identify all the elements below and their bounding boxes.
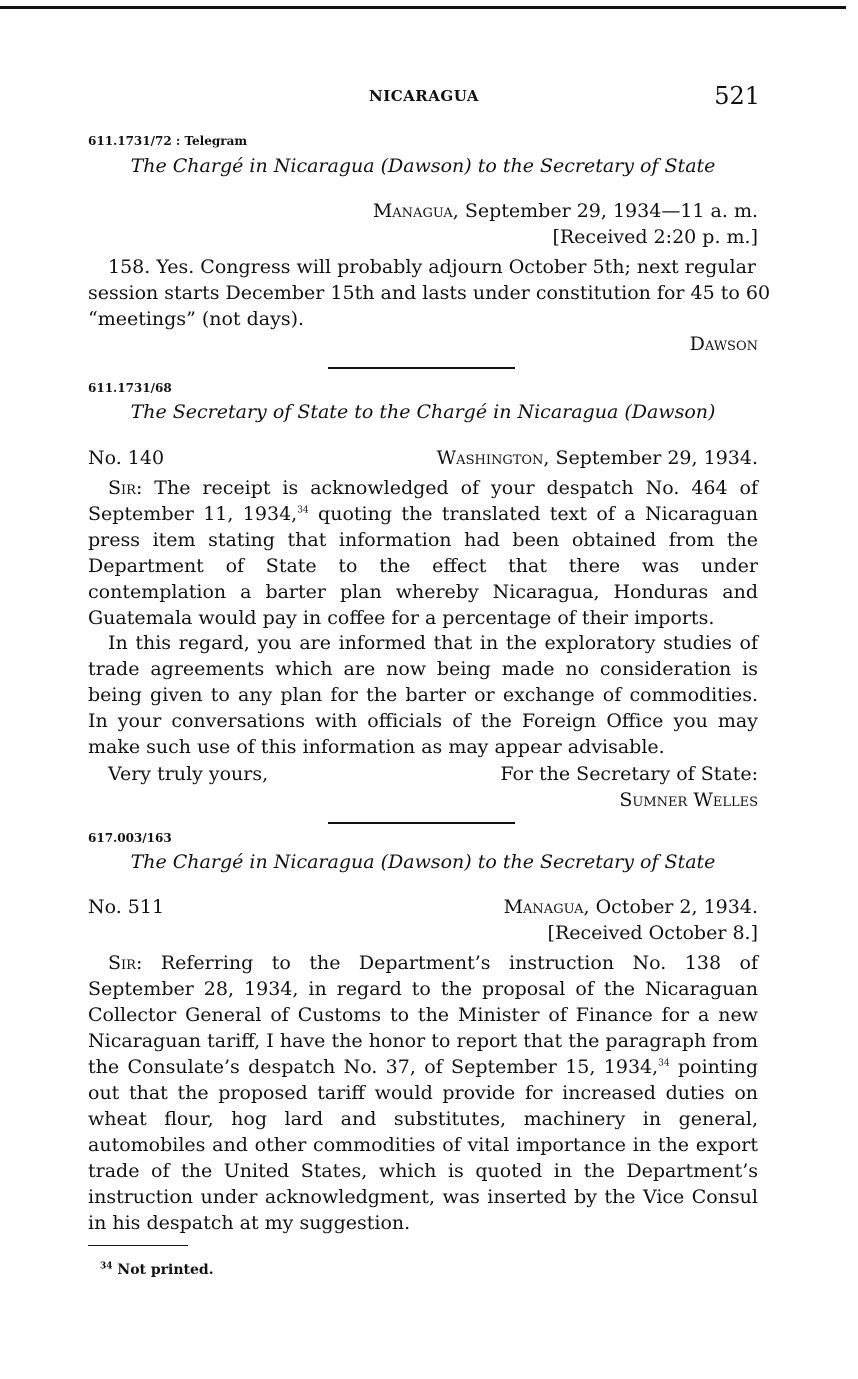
doc1-caption: The Chargé in Nicaragua (Dawson) to the Secretary of State [130,155,716,177]
running-head: NICARAGUA [369,87,479,105]
doc3-salutation: Sir [108,952,136,974]
doc2-closing: Very truly yours, [108,763,269,785]
footnote-reference: 34 [297,505,309,516]
doc2-file-number: 611.1731/68 [88,381,172,395]
doc3-paragraph-1: Sir: Referring to the Department’s instruction No. 138 of September 28, 1934, in regard to the proposal of the Nicaraguan Collector General of Customs to the Minister of Finance for a new Nicaraguan tariff, I have the honor to report that the paragraph from the Consulate’s despatch No. 37, of September 15, 1934,34 pointing out that the proposed tariff would provide for increased duties on wheat flour, hog lard and substitutes, machinery in general, automobiles and other commodities of vital importance in the export trade of the United States, which is quoted in the Department’s instruction under acknowledgment, was inserted by the Vice Consul in his despatch at my suggestion. [88,952,758,1234]
footnote-reference: 34 [658,1058,670,1069]
top-rule [0,6,846,9]
doc3-file-number: 617.003/163 [88,831,172,845]
doc3-caption: The Chargé in Nicaragua (Dawson) to the Secretary of State [130,851,716,873]
footnote-mark: 34 [100,1261,113,1272]
footnote-rule [88,1245,188,1246]
doc3-heading-line [88,894,758,920]
page-header [88,82,760,112]
doc2-place: Washington [436,447,544,469]
doc3-received: [Received October 8.] [547,922,758,944]
footnote-text: Not printed. [112,1262,214,1278]
doc2-dateline [437,445,758,471]
doc2-heading-line [88,445,758,471]
doc2-closing-line [88,761,758,787]
doc3-date: , October 2, 1934. [583,896,758,918]
doc2-signature: Sumner Welles [619,789,758,811]
doc1-received: [Received 2:20 p. m.] [552,226,758,248]
footnote [100,1262,214,1278]
doc2-paragraph-2: In this regard, you are informed that in the exploratory studies of trade agreements which are now being made no consideration is being given to any plan for the barter or exchange of commodities. In your conversations with officials of the Foreign Office you may make such use of this information as may appear advisable. [88,632,758,758]
doc2-date: , September 29, 1934. [543,447,758,469]
doc1-file-number: 611.1731/72 : Telegram [88,134,248,148]
doc2-number: No. 140 [88,447,165,469]
doc1-body [88,254,771,332]
section-divider [328,367,515,369]
doc1-place: Managua [372,200,453,222]
doc1-body-line: “meetings” (not days). [88,308,305,330]
doc1-dateline [88,198,758,224]
doc3-place: Managua [503,896,584,918]
page-number: 521 [714,82,760,110]
doc2-for-line: For the Secretary of State: [500,763,758,785]
doc1-body-line: session starts December 15th and lasts under constitution for 45 to 60 [88,282,771,304]
doc2-caption: The Secretary of State to the Chargé in Nicaragua (Dawson) [130,401,716,423]
doc3-dateline [504,894,758,920]
doc1-signature: Dawson [689,333,758,355]
doc2-salutation: Sir [108,477,136,499]
doc1-date: , September 29, 1934—11 a. m. [452,200,758,222]
doc1-body-line: 158. Yes. Congress will probably adjourn October 5th; next regular [108,256,756,278]
section-divider [328,822,515,824]
doc3-number: No. 511 [88,896,165,918]
doc2-paragraph-1: Sir: The receipt is acknowledged of your despatch No. 464 of September 11, 1934,34 quoting the translated text of a Nicaraguan press item stating that information had been obtained from the Department of State to the effect that there was under contemplation a barter plan whereby Nicaragua, Honduras and Guatemala would pay in coffee for a percentage of their imports. [88,477,758,629]
